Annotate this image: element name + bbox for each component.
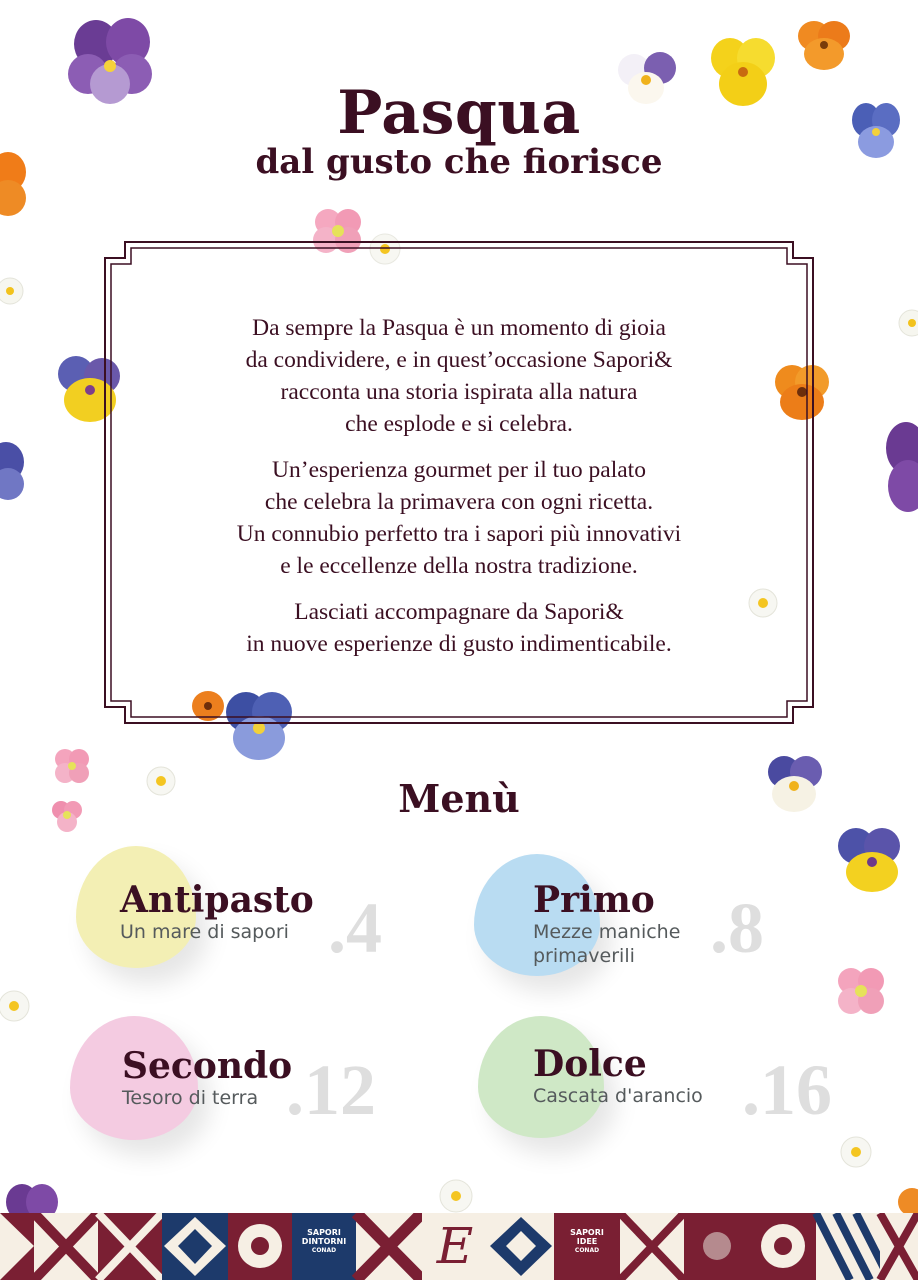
violet-flower-icon: [0, 440, 26, 502]
intro-text: [150, 312, 768, 674]
daisy-flower-icon: [0, 986, 34, 1026]
intro-paragraph: Da sempre la Pasqua è un momento di gioia da condividere, e in quest’occasione Sapori& racconta una storia ispirata alla natura che esplode e si celebra.: [245, 315, 673, 437]
logo-line: SAPORI: [307, 1228, 341, 1237]
intro-paragraph: Lasciati accompagnare da Sapori& in nuove esperienze di gusto indimenticabile.: [246, 599, 672, 657]
daisy-flower-icon: [0, 276, 28, 306]
logo-line: SAPORI: [570, 1228, 604, 1237]
logo-line: CONAD: [574, 1247, 600, 1254]
menu-item-dolce[interactable]: [533, 1044, 703, 1108]
menu-item-description: Un mare di sapori: [120, 921, 289, 943]
menu-item-name: Secondo: [122, 1045, 293, 1087]
sapori-idee-logo: [557, 1228, 617, 1255]
pink-flower-icon: [834, 964, 888, 1018]
menu-item-description: Tesoro di terra: [122, 1087, 259, 1109]
intro-paragraph: Un’esperienza gourmet per il tuo palato che celebra la primavera con ogni ricetta. Un connubio perfetto tra i sapori più innovativi e le eccellenze della nostra tradizione.: [236, 457, 682, 579]
page-number: .12: [286, 1050, 376, 1130]
page-number: .4: [328, 888, 382, 968]
page-number: .8: [710, 888, 764, 968]
menu-item-name: Dolce: [533, 1043, 647, 1085]
menu-item-name: Antipasto: [120, 879, 314, 921]
daisy-flower-icon: [896, 306, 918, 340]
violet-flower-icon: [882, 420, 918, 516]
logo-line: DINTORNI: [301, 1237, 347, 1246]
menu-item-secondo[interactable]: [122, 1046, 292, 1110]
orange-flower-icon: [894, 1186, 918, 1216]
yellow-pansy-flower-icon: [834, 826, 908, 896]
page-number: .16: [742, 1050, 832, 1130]
menu-title: Menù: [398, 776, 520, 821]
page-title: Pasqua: [337, 78, 581, 148]
menu-item-antipasto[interactable]: [120, 880, 314, 944]
logo-line: CONAD: [311, 1247, 337, 1254]
daisy-flower-icon: [436, 1178, 476, 1214]
daisy-flower-icon: [838, 1134, 874, 1170]
ampersand-logo: E: [436, 1217, 474, 1275]
orange-flower-icon: [796, 18, 852, 72]
menu-item-description: Cascata d'arancio: [533, 1085, 703, 1107]
menu-item-description: Mezze maniche primaverili: [533, 921, 681, 967]
logo-line: IDEE: [576, 1237, 598, 1246]
sapori-dintorni-logo: [294, 1228, 354, 1255]
menu-item-name: Primo: [533, 879, 655, 921]
violet-flower-icon: [4, 1180, 60, 1216]
page-subtitle: dal gusto che fiorisce: [255, 142, 663, 182]
menu-item-primo[interactable]: [533, 880, 680, 968]
